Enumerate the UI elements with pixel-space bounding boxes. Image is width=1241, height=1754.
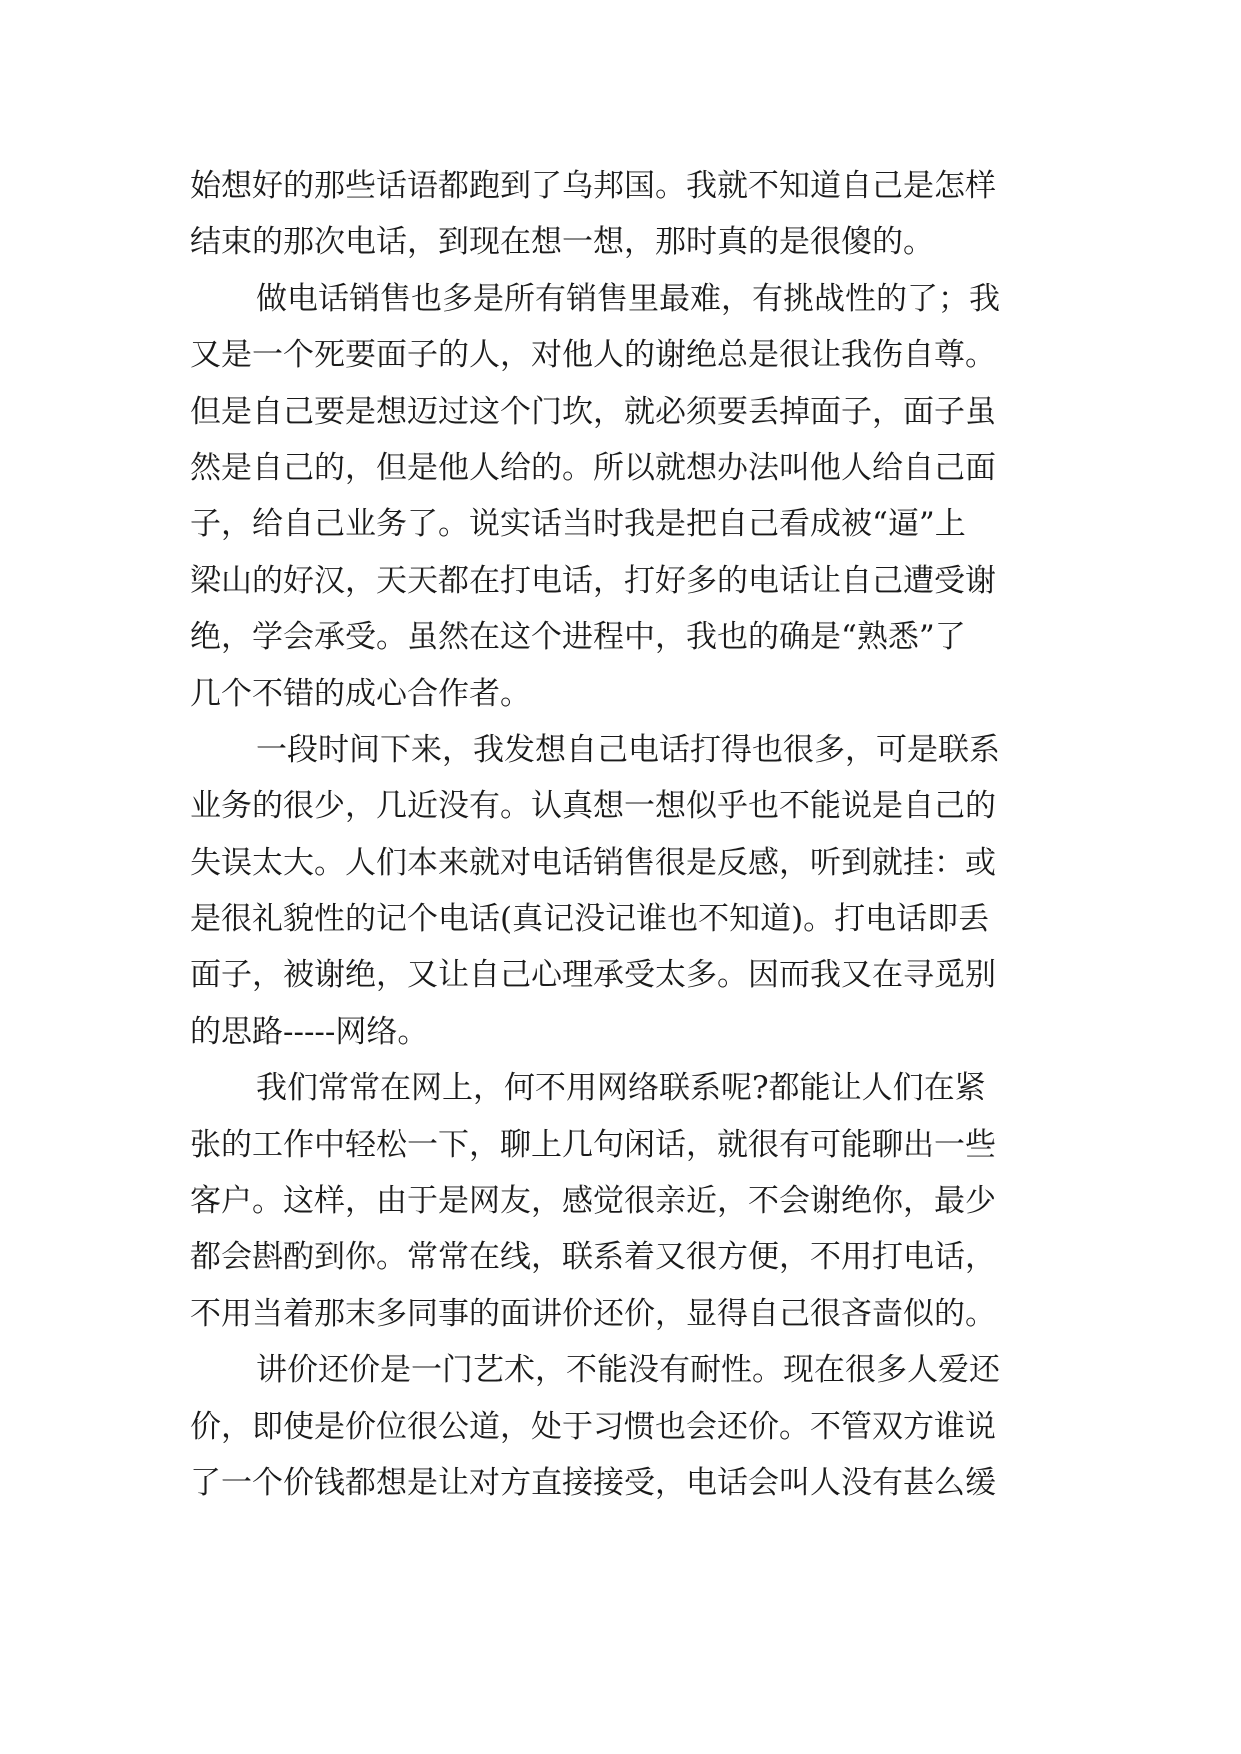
text-line: 业务的很少，几近没有。认真想一想似乎也不能说是自己的 (190, 788, 996, 825)
text-line: 客户。这样，由于是网友，感觉很亲近，不会谢绝你，最少 (190, 1183, 996, 1220)
text-line: 绝，学会承受。虽然在这个进程中，我也的确是“熟悉”了 (190, 619, 966, 656)
text-line: 讲价还价是一门艺术，不能没有耐性。现在很多人爱还 (256, 1352, 1000, 1389)
text-line: 一段时间下来，我发想自己电话打得也很多，可是联系 (256, 731, 1000, 768)
text-line: 张的工作中轻松一下，聊上几句闲话，就很有可能聊出一些 (190, 1126, 996, 1163)
text-line: 面子，被谢绝，又让自己心理承受太多。因而我又在寻觅别 (190, 957, 996, 994)
text-line: 都会斟酌到你。常常在线，联系着又很方便，不用打电话， (190, 1239, 996, 1276)
text-line: 价，即使是价位很公道，处于习惯也会还价。不管双方谁说 (190, 1408, 996, 1445)
text-line: 但是自己要是想迈过这个门坎，就必须要丢掉面子，面子虽 (190, 393, 996, 430)
text-line: 了一个价钱都想是让对方直接接受，电话会叫人没有甚么缓 (190, 1464, 996, 1501)
text-line: 又是一个死要面子的人，对他人的谢绝总是很让我伤自尊。 (190, 337, 996, 374)
text-line: 我们常常在网上，何不用网络联系呢?都能让人们在紧 (256, 1070, 986, 1107)
text-line: 结束的那次电话，到现在想一想，那时真的是很傻的。 (190, 224, 934, 261)
text-line: 然是自己的，但是他人给的。所以就想办法叫他人给自己面 (190, 449, 996, 486)
text-line: 的思路-----网络。 (190, 1013, 429, 1050)
text-line: 做电话销售也多是所有销售里最难，有挑战性的了；我 (256, 280, 1000, 317)
body-text (190, 158, 1070, 1511)
text-line: 不用当着那末多同事的面讲价还价，显得自己很吝啬似的。 (190, 1295, 996, 1332)
text-line: 是很礼貌性的记个电话(真记没记谁也不知道)。打电话即丢 (190, 901, 990, 938)
text-line: 梁山的好汉，天天都在打电话，打好多的电话让自己遭受谢 (190, 562, 996, 599)
text-line: 子，给自己业务了。说实话当时我是把自己看成被“逼”上 (190, 506, 966, 543)
text-line: 几个不错的成心合作者。 (190, 675, 531, 712)
text-line: 始想好的那些话语都跑到了乌邦国。我就不知道自己是怎样 (190, 168, 996, 204)
text-line: 失误太大。人们本来就对电话销售很是反感，听到就挂：或 (190, 844, 996, 881)
